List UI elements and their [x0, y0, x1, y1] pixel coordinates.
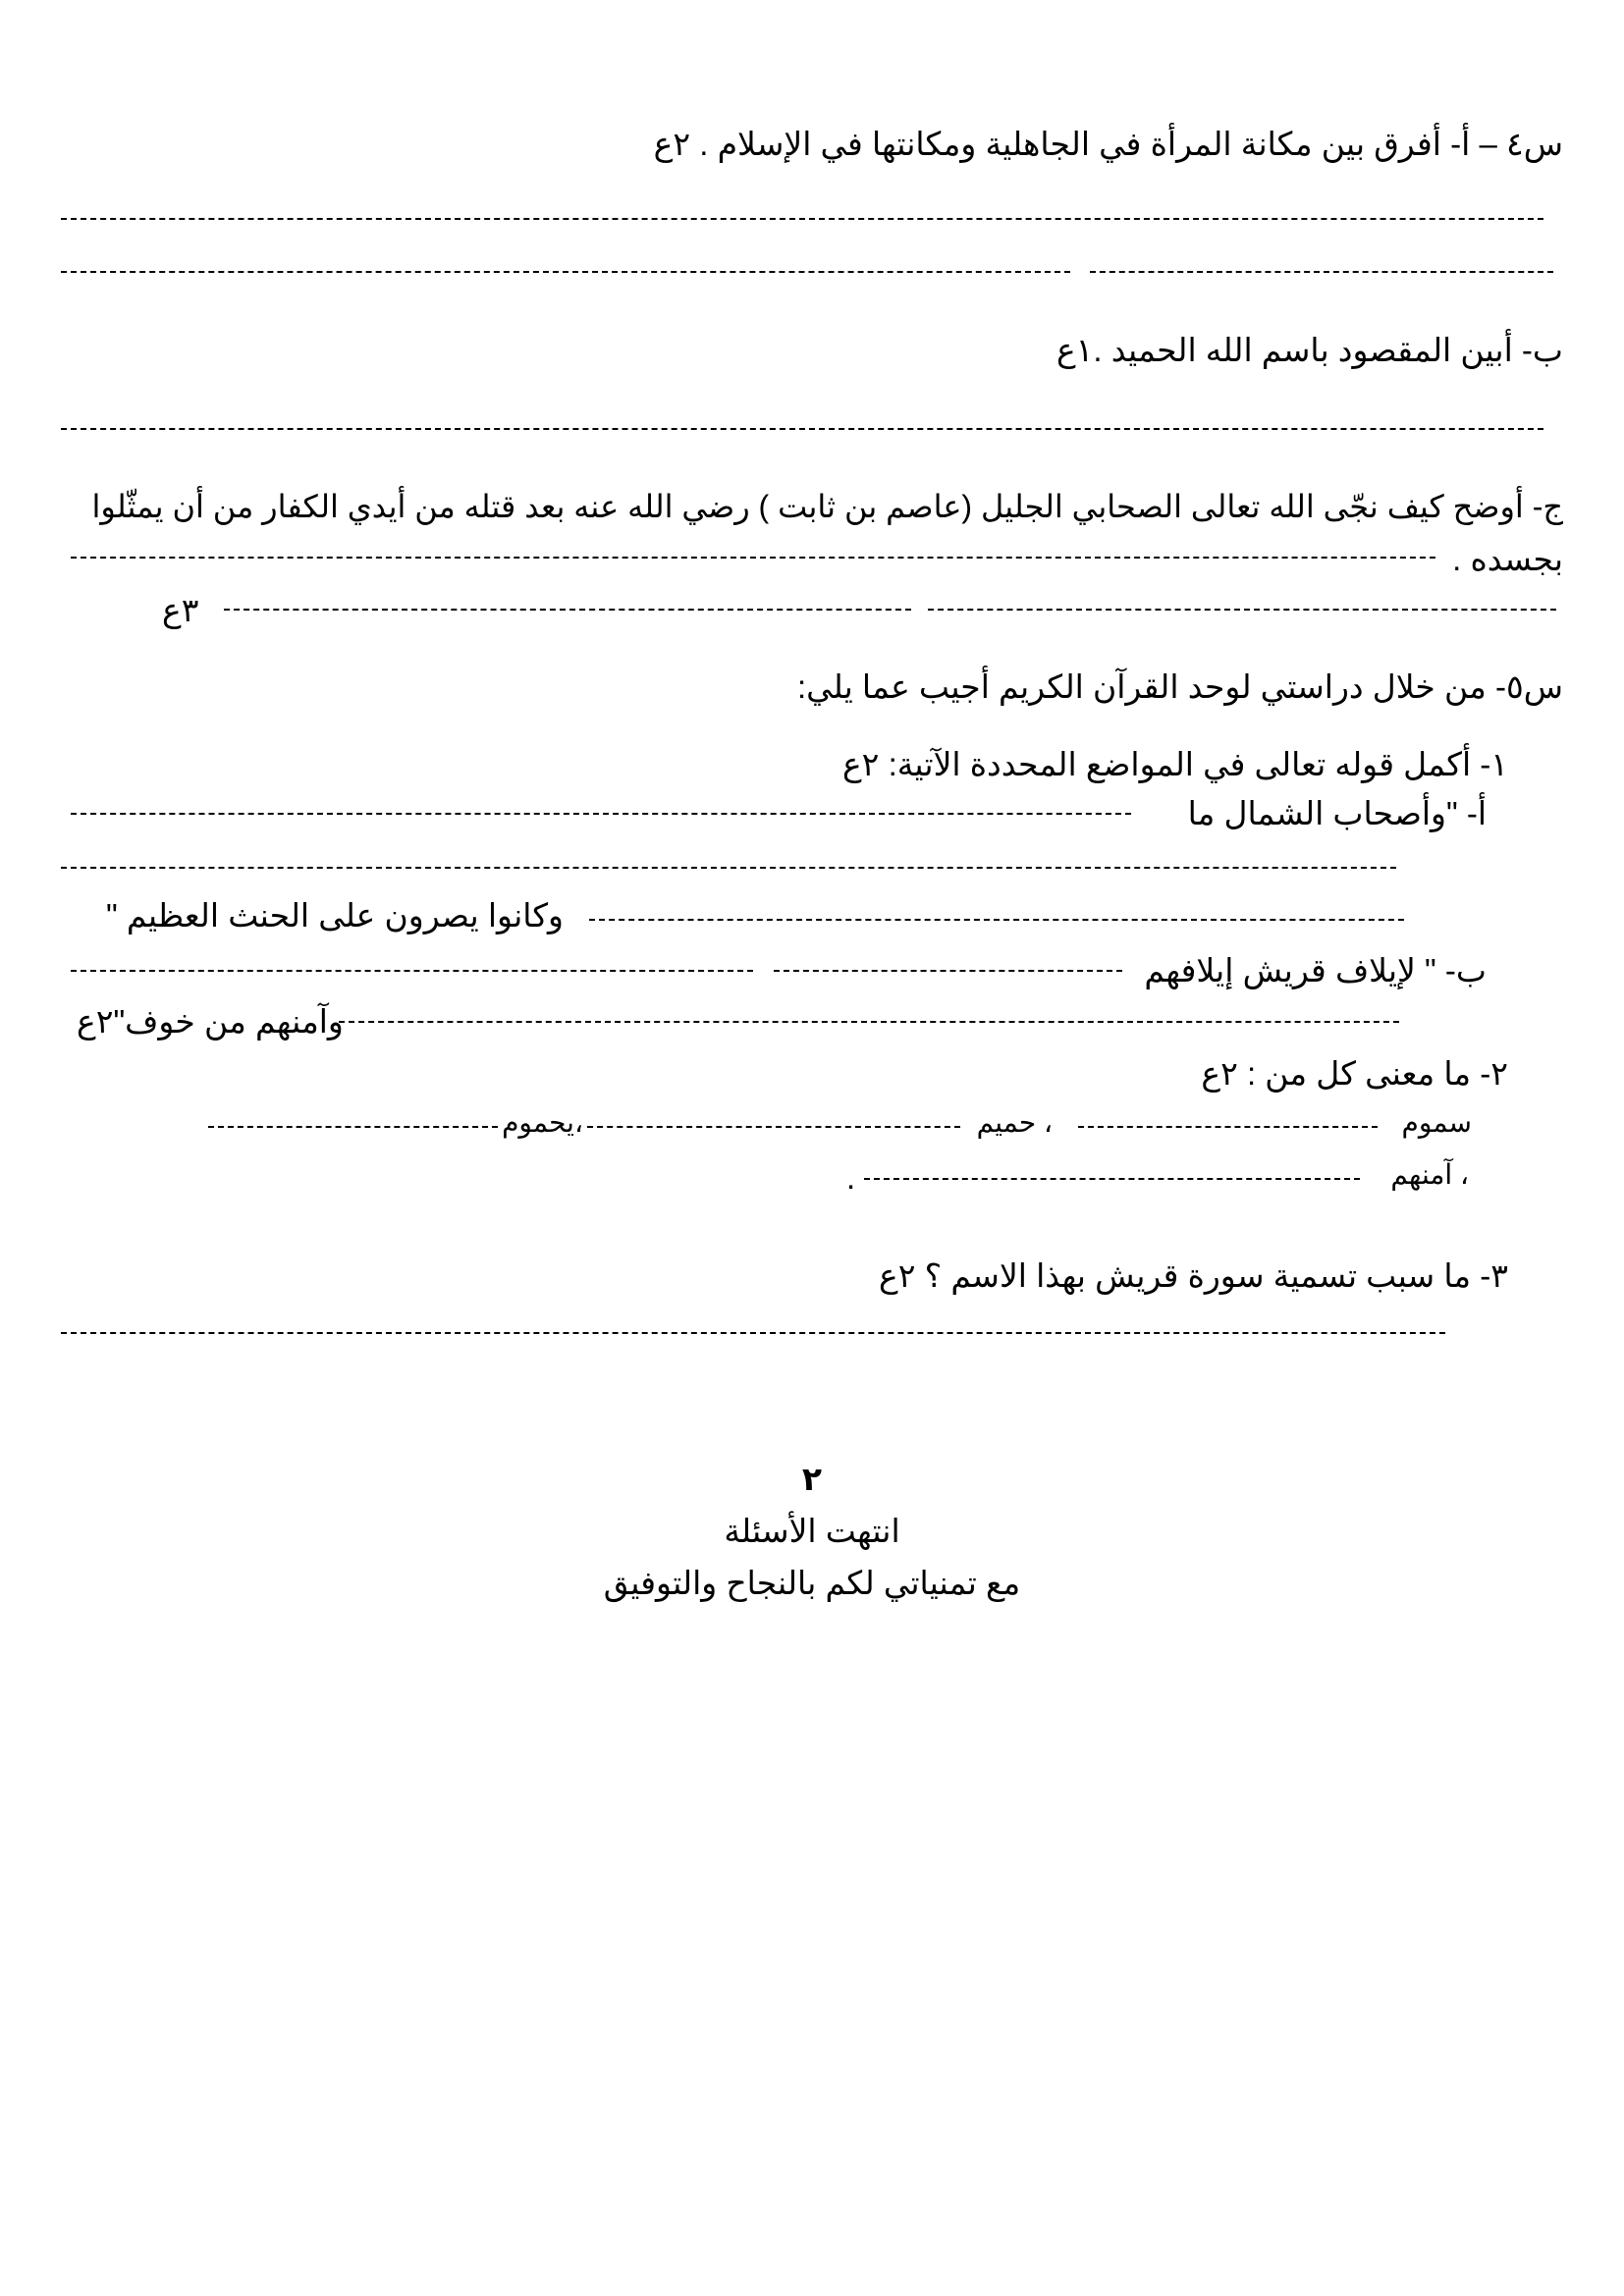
q5-item1-b: ب- " لإيلاف قريش إيلافهم	[1144, 952, 1487, 988]
q5-item1-a-end: وكانوا يصرون على الحنث العظيم "	[106, 897, 564, 934]
q4-part-c-line1: ج- أوضح كيف نجّى الله تعالى الصحابي الجليل (عاصم بن ثابت ) رضي الله عنه بعد قتله من أيدي الكفار من أن يمثّلوا	[91, 489, 1563, 524]
end-of-questions: انتهت الأسئلة	[724, 1513, 900, 1549]
answer-line[interactable]	[774, 970, 1122, 972]
q4-part-b: ب- أبين المقصود باسم الله الحميد .١ع	[1056, 332, 1563, 368]
answer-line[interactable]	[1090, 271, 1553, 273]
answer-line[interactable]	[71, 813, 1131, 815]
answer-line[interactable]	[61, 271, 1070, 273]
q5-item1-b-end: وآمنهم من خوف"٢ع	[77, 1003, 344, 1040]
closing-wishes: مع تمنياتي لكم بالنجاح والتوفيق	[603, 1565, 1021, 1601]
answer-line[interactable]	[61, 218, 1543, 220]
q5-item2-dot: .	[846, 1159, 856, 1196]
answer-line[interactable]	[71, 970, 753, 972]
answer-line[interactable]	[61, 867, 1396, 869]
q5-item2-word-3: ،يحموم	[502, 1107, 583, 1138]
q5-item2-word-1: سموم	[1401, 1107, 1472, 1138]
q5-item3: ٣- ما سبب تسمية سورة قريش بهذا الاسم ؟ ٢ع	[879, 1257, 1508, 1294]
page-number: ٢	[801, 1461, 823, 1497]
q5-item1-a: أ- "وأصحاب الشمال ما	[1187, 795, 1487, 831]
answer-line[interactable]	[224, 609, 911, 611]
answer-line[interactable]	[1078, 1126, 1378, 1128]
answer-line[interactable]	[208, 1126, 498, 1128]
q4-part-c-mark: ٣ع	[162, 592, 199, 628]
answer-line[interactable]	[339, 1021, 1399, 1023]
q5-intro: س٥- من خلال دراستي لوحد القرآن الكريم أجيب عما يلي:	[796, 668, 1563, 705]
q5-item2-word-4: ، آمنهم	[1390, 1159, 1469, 1190]
answer-line[interactable]	[71, 557, 1435, 559]
q5-item2-title: ٢- ما معنى كل من : ٢ع	[1201, 1055, 1508, 1092]
q5-item1-title: ١- أكمل قوله تعالى في المواضع المحددة الآتية: ٢ع	[841, 746, 1508, 782]
q5-item2-word-2: ، حميم	[976, 1107, 1053, 1138]
answer-line[interactable]	[587, 1126, 960, 1128]
answer-line[interactable]	[589, 919, 1404, 921]
answer-line[interactable]	[61, 1332, 1445, 1334]
answer-line[interactable]	[61, 428, 1543, 430]
q4-part-a: س٤ – أ- أفرق بين مكانة المرأة في الجاهلية ومكانتها في الإسلام . ٢ع	[653, 126, 1563, 162]
q4-part-c-line2: بجسده .	[1452, 541, 1563, 577]
answer-line[interactable]	[864, 1178, 1360, 1180]
answer-line[interactable]	[928, 609, 1556, 611]
